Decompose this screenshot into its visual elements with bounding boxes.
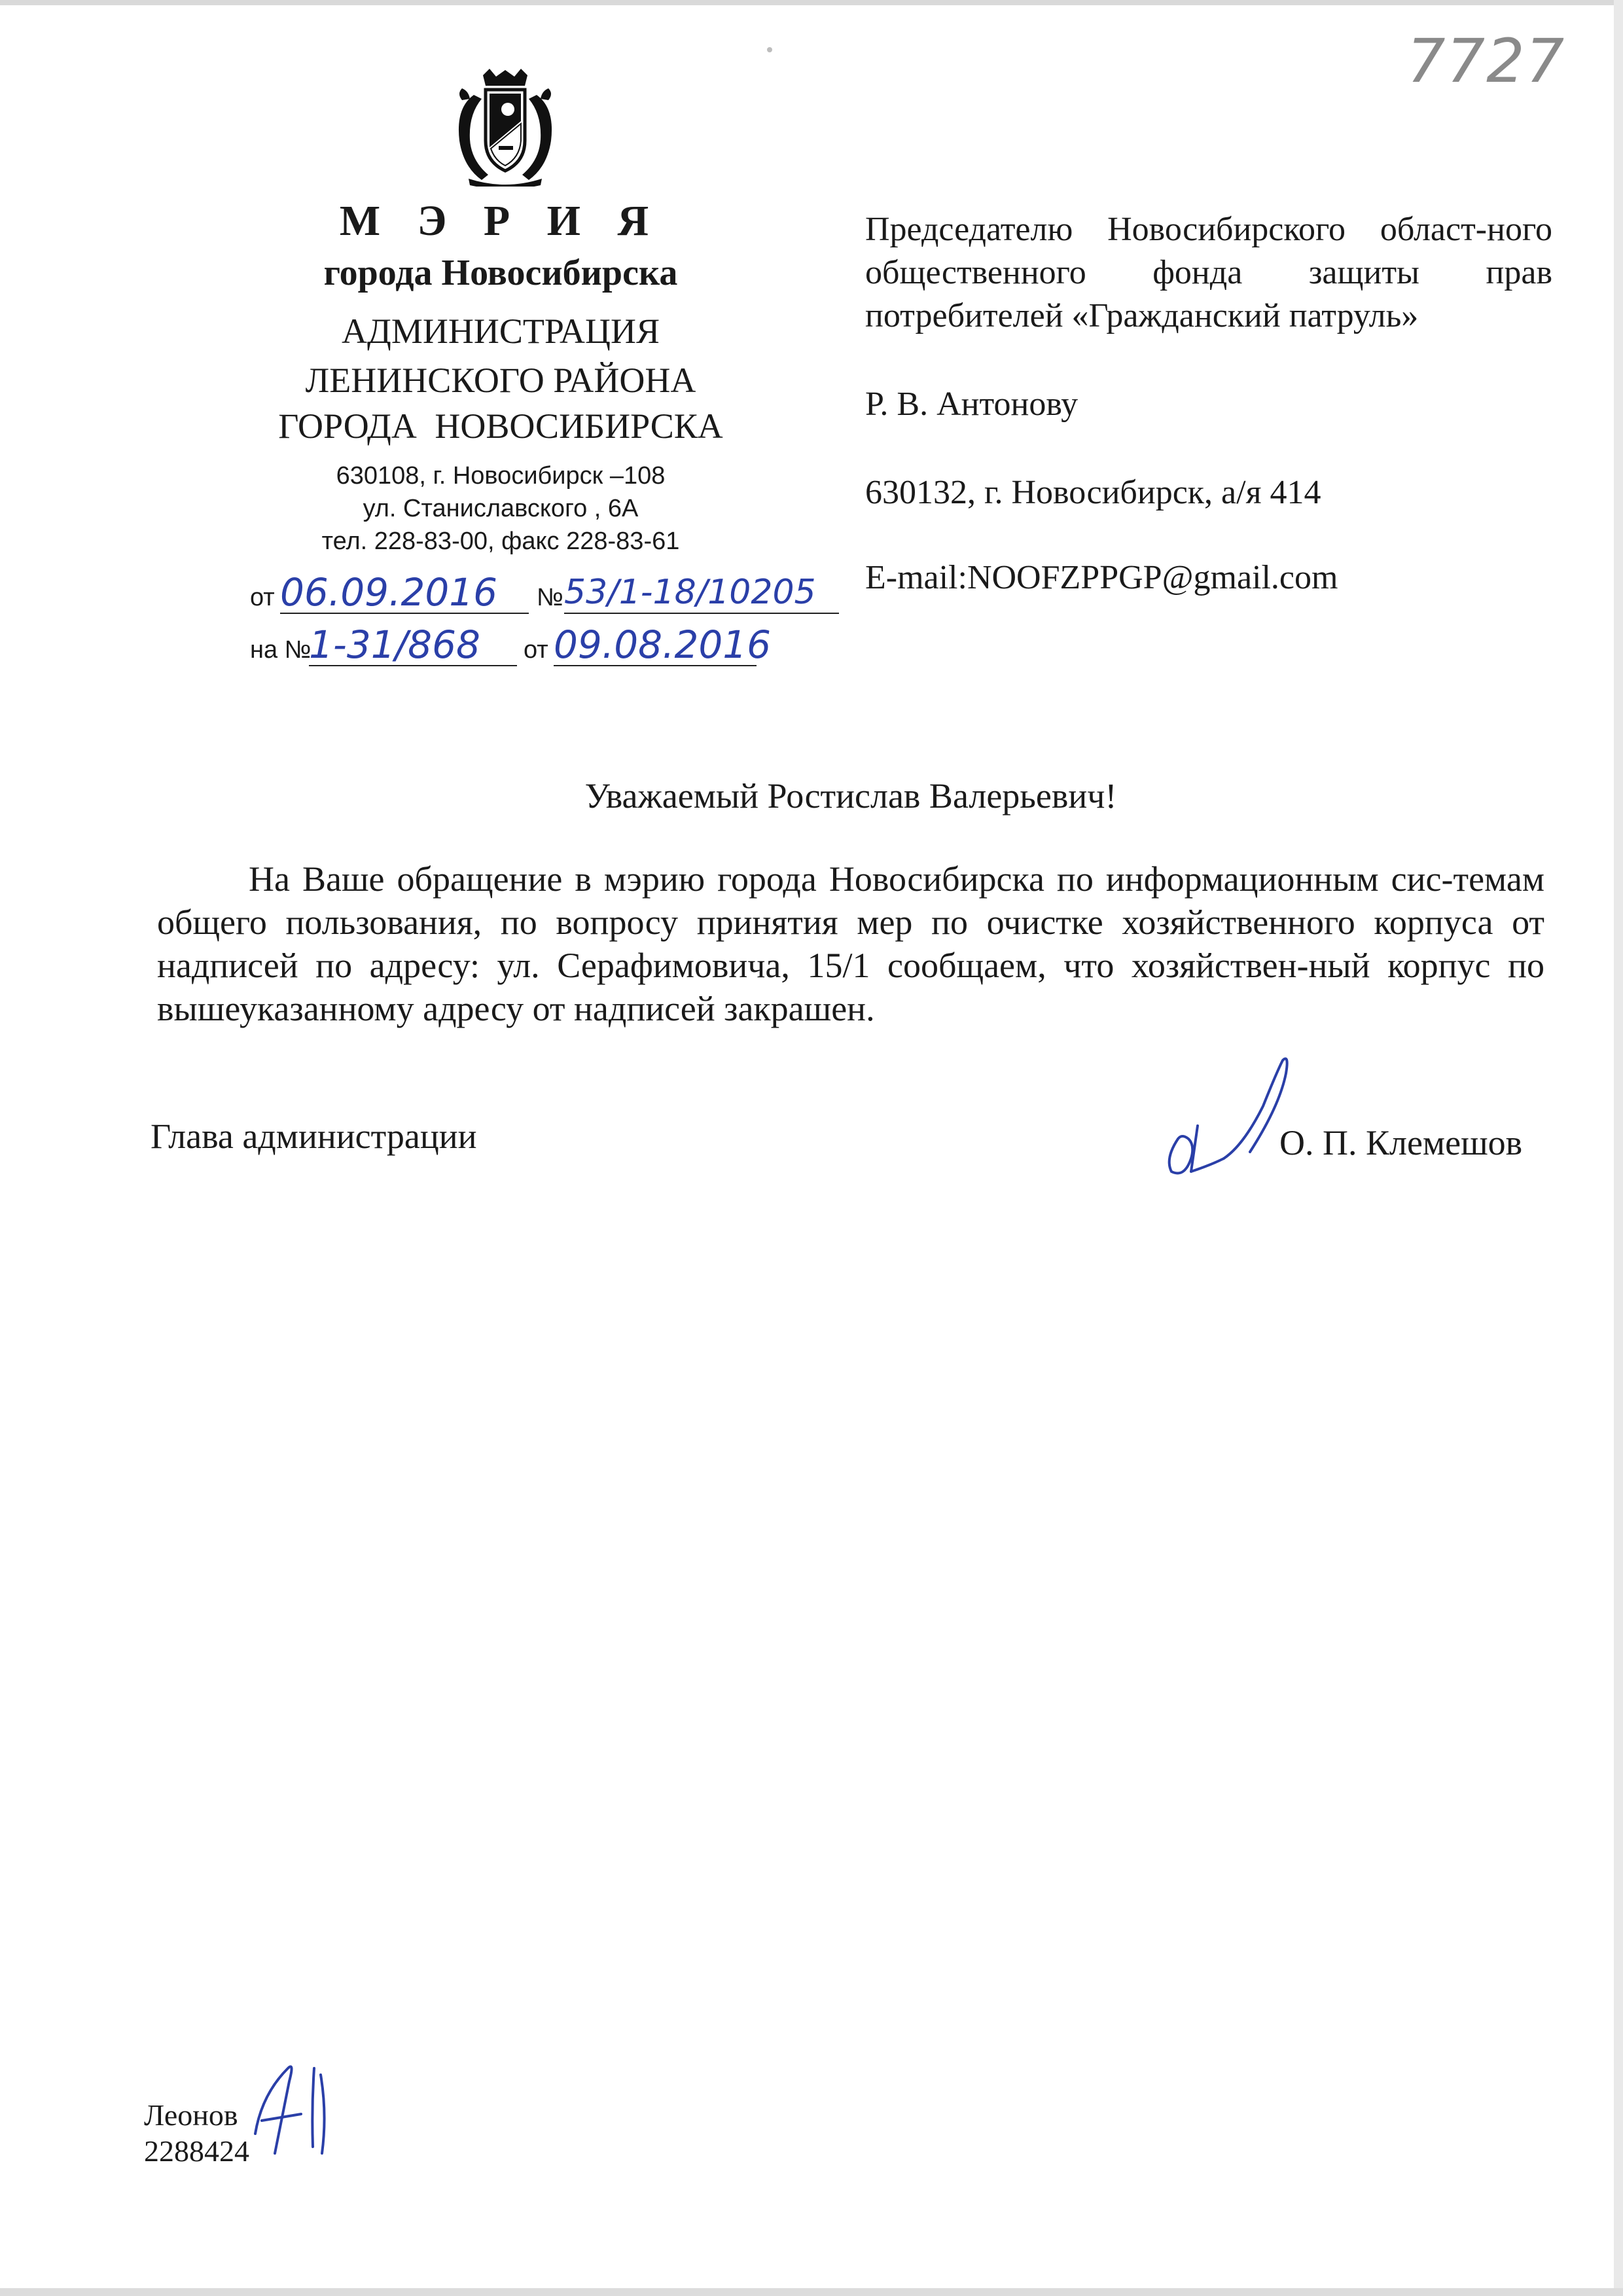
- executor-phone: 2288424: [144, 2134, 249, 2168]
- letterhead-admin-line-1: АДМИНИСТРАЦИЯ: [342, 312, 660, 351]
- letterhead-admin-line-2: ЛЕНИНСКОГО РАЙОНА: [305, 361, 696, 400]
- recipient-name: Р. В. Антонову: [865, 386, 1079, 423]
- incoming-number-label: на №: [250, 636, 312, 664]
- outgoing-date: 06.09.2016: [280, 570, 498, 615]
- scan-right-edge: [1614, 0, 1623, 2296]
- coat-of-arms-icon: [442, 69, 568, 187]
- handwritten-initials-icon: [249, 2055, 347, 2173]
- handwritten-signature-icon: [1152, 1047, 1322, 1185]
- incoming-number: 1-31/868: [309, 622, 480, 667]
- salutation: Уважаемый Ростислав Валерьевич!: [584, 776, 1117, 816]
- registration-number: 7727: [1407, 26, 1566, 96]
- incoming-date-line: [554, 622, 772, 667]
- outgoing-date-label: от: [250, 584, 275, 611]
- outgoing-date-line: [280, 572, 529, 614]
- letterhead-mayoralty: М Э Р И Я: [339, 197, 662, 245]
- incoming-number-line: [309, 624, 517, 666]
- signatory-title: Глава администрации: [151, 1117, 477, 1156]
- outgoing-number-label: №: [537, 584, 563, 611]
- recipient-email: E-mail:NOOFZPPGP@gmail.com: [865, 559, 1338, 596]
- incoming-date-label: от: [524, 636, 548, 664]
- letter-body: На Ваше обращение в мэрию города Новосибирска по информационным сис-темам общего пользования, по вопросу принятия мер по очистке хозяйственного корпуса от надписей по адресу: ул. Серафимовича, 15/1 сообщаем, что хозяйствен-ный корпус по вышеуказанному адресу от надписей закрашен.: [157, 859, 1544, 1028]
- scan-speck: [767, 47, 772, 52]
- scan-bottom-edge: [0, 2288, 1623, 2296]
- letterhead-address-line-3: тел. 228-83-00, факс 228-83-61: [321, 528, 680, 555]
- letterhead-admin-line-3: ГОРОДА НОВОСИБИРСКА: [278, 406, 723, 446]
- letterhead-city: города Новосибирска: [323, 253, 678, 293]
- outgoing-number: 53/1-18/10205: [564, 573, 816, 612]
- outgoing-number-line: [564, 572, 839, 614]
- scan-top-edge: [0, 0, 1623, 5]
- letterhead-address-line-1: 630108, г. Новосибирск –108: [336, 462, 666, 490]
- letterhead-address-line-2: ул. Станиславского , 6А: [363, 495, 639, 522]
- executor-name: Леонов: [144, 2098, 238, 2132]
- recipient-position: Председателю Новосибирского област-ного общественного фонда защиты прав потребителей «Гражданский патруль»: [865, 211, 1552, 334]
- signatory-name: О. П. Клемешов: [1279, 1123, 1523, 1162]
- incoming-date: 09.08.2016: [554, 622, 772, 667]
- recipient-postal-address: 630132, г. Новосибирск, а/я 414: [865, 474, 1321, 511]
